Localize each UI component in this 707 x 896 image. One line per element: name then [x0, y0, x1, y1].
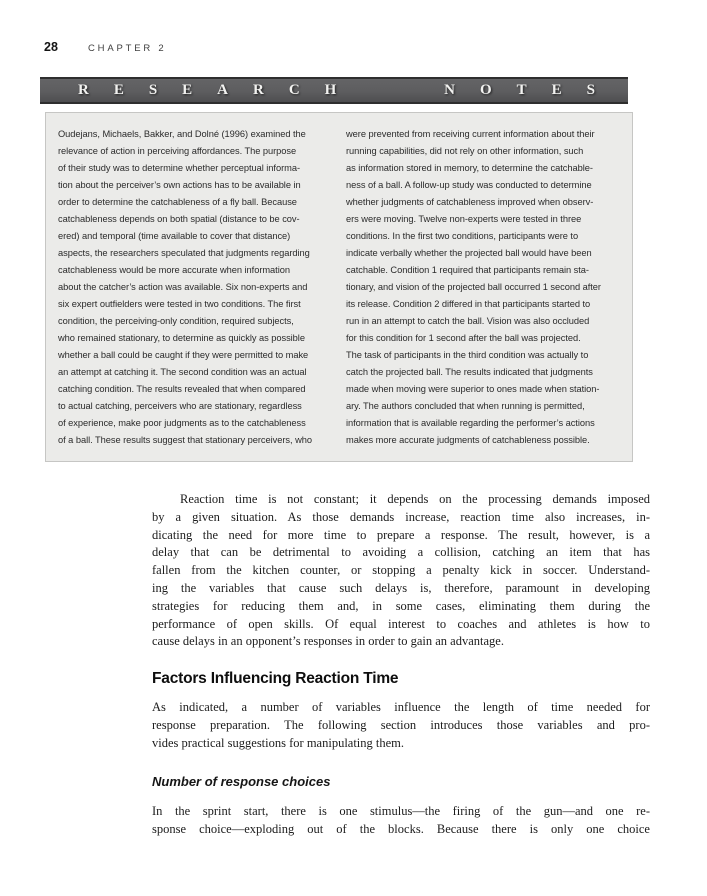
page-number: 28	[44, 40, 58, 54]
research-notes-banner	[40, 77, 628, 104]
body-text-block	[152, 491, 650, 839]
chapter-label: CHAPTER 2	[88, 43, 167, 54]
subsection-heading-response-choices: Number of response choices	[152, 774, 331, 790]
banner-word-notes: NOTES	[444, 82, 620, 98]
body-paragraph-reaction-time: Reaction time is not constant; it depends on the processing demands imposed by a given situation. As those demands increase, reaction time also increases, in- dicating the need for more time to prepare a response. The result, however, is a delay that can be detrimental to avoiding a collision, catching an item that has fallen from the kitchen counter, or stopping a penalty kick in soccer. Understand- ing the variables that cause such delays is, therefore, paramount in developing strategies for reducing them and, in some cases, eliminating them during the performance of open skills. Of equal interest to coaches and athletes is how to cause delays in an opponent’s responses in order to gain an advantage.	[152, 492, 650, 649]
notes-column-right: were prevented from receiving current information about their running capabilities, did not rely on other information, such as information stored in memory, to determine the catchable- ness of a ball. A follow-up study was conducted to determine whether judgments of catchableness improved when observ- ers were moving. Twelve non-experts were tested in three conditions. In the first two conditions, participants were to indicate verbally whether the projected ball would have been catchable. Condition 1 required that participants remain sta- tionary, and vision of the projected ball occurred 1 second after its release. Condition 2 differed in that participants started to run in an attempt to catch the ball. Vision was also occluded for this condition for 1 second after the ball was projected. The task of participants in the third condition was actually to catch the projected ball. The results indicated that judgments made when moving were superior to ones made when station- ary. The authors concluded that when running is permitted, information that is available regarding the performer’s actions makes more accurate judgments of catchableness possible.	[346, 129, 601, 445]
section-heading-factors: Factors Influencing Reaction Time	[152, 670, 399, 688]
body-paragraph-sprint-start: In the sprint start, there is one stimulus—the firing of the gun—and one re- sponse choice—exploding out of the blocks. Because there is only one choice	[152, 804, 650, 836]
body-paragraph-variables: As indicated, a number of variables influence the length of time needed for response preparation. The following section introduces those variables and pro- vides practical suggestions for manipulating them.	[152, 699, 650, 750]
banner-word-research: RESEARCH	[78, 82, 362, 98]
research-notes-box	[45, 112, 633, 462]
notes-column-left: Oudejans, Michaels, Bakker, and Dolné (1996) examined the relevance of action in perceiving affordances. The purpose of their study was to determine whether perceptual informa- tion about the perceiver’s own actions has to be available in order to determine the catchableness of a fly ball. Because catchableness depends on both spatial (distance to be cov- ered) and temporal (time available to cover that distance) aspects, the researchers speculated that judgments regarding catchableness would be more accurate when information about the catcher’s action was available. Six non-experts and six expert outfielders were tested in two conditions. The first condition, the perceiving-only condition, required subjects, who remained stationary, to determine as quickly as possible whether a ball could be caught if they were permitted to make an attempt at catching it. The second condition was an actual catching condition. The results revealed that when compared to actual catching, perceivers who are stationary, regardless of experience, make poor judgments as to the catchableness of a ball. These results suggest that stationary perceivers, who	[58, 129, 312, 445]
